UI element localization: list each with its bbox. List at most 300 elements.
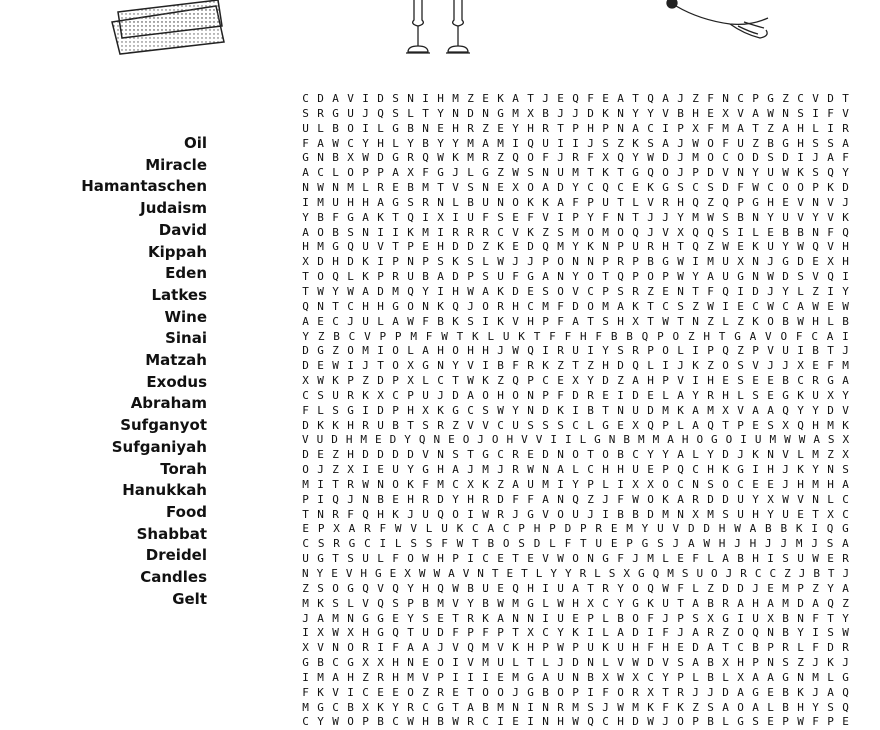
grid-cell[interactable]: U (572, 344, 579, 358)
grid-cell[interactable]: N (512, 611, 519, 625)
grid-cell[interactable]: F (795, 329, 803, 343)
grid-cell[interactable]: R (542, 121, 549, 135)
grid-cell[interactable]: V (347, 92, 354, 105)
grid-cell[interactable]: A (767, 670, 774, 684)
grid-cell[interactable]: U (392, 463, 399, 477)
grid-cell[interactable]: C (722, 151, 729, 165)
grid-cell[interactable]: W (662, 581, 669, 595)
grid-cell[interactable]: K (362, 255, 369, 269)
grid-cell[interactable]: U (497, 270, 504, 284)
grid-cell[interactable]: M (410, 329, 417, 343)
grid-cell[interactable]: E (527, 284, 534, 298)
grid-cell[interactable]: N (587, 552, 594, 566)
grid-cell[interactable]: T (332, 552, 339, 566)
grid-cell[interactable]: Y (572, 477, 579, 491)
grid-cell[interactable]: J (707, 685, 714, 699)
grid-cell[interactable]: Z (467, 92, 474, 105)
grid-cell[interactable]: X (602, 670, 609, 684)
grid-cell[interactable]: B (737, 552, 744, 566)
grid-cell[interactable]: D (722, 448, 729, 462)
grid-cell[interactable]: L (347, 596, 354, 610)
grid-cell[interactable]: G (482, 448, 489, 462)
grid-cell[interactable]: E (302, 522, 310, 536)
grid-cell[interactable]: A (317, 136, 324, 150)
grid-cell[interactable]: U (632, 463, 639, 477)
grid-cell[interactable]: M (542, 299, 549, 313)
grid-cell[interactable]: I (377, 641, 384, 655)
grid-cell[interactable]: U (482, 581, 489, 595)
grid-cell[interactable]: R (377, 181, 384, 195)
grid-cell[interactable]: T (602, 270, 609, 284)
grid-cell[interactable]: L (692, 670, 699, 684)
grid-cell[interactable]: G (602, 552, 609, 566)
grid-cell[interactable]: P (467, 626, 474, 640)
grid-cell[interactable]: V (812, 92, 819, 105)
grid-cell[interactable]: C (782, 299, 789, 313)
grid-cell[interactable]: L (752, 225, 759, 239)
grid-cell[interactable]: Z (482, 240, 489, 254)
grid-cell[interactable]: N (572, 670, 579, 684)
grid-cell[interactable]: A (797, 299, 804, 313)
grid-cell[interactable]: V (827, 195, 834, 209)
grid-cell[interactable]: J (497, 344, 504, 358)
grid-cell[interactable]: H (506, 433, 514, 447)
grid-cell[interactable]: Z (784, 567, 791, 580)
grid-cell[interactable]: Q (332, 270, 339, 284)
grid-cell[interactable]: V (497, 641, 504, 655)
grid-cell[interactable]: L (797, 448, 804, 462)
grid-cell[interactable]: C (302, 715, 309, 729)
grid-cell[interactable]: U (617, 641, 624, 655)
grid-cell[interactable]: U (422, 388, 429, 402)
grid-cell[interactable]: I (557, 210, 564, 224)
grid-cell[interactable]: K (842, 210, 849, 224)
grid-cell[interactable]: V (647, 195, 654, 209)
grid-cell[interactable]: M (782, 581, 789, 595)
grid-cell[interactable]: D (317, 255, 324, 269)
grid-cell[interactable]: E (602, 388, 609, 402)
grid-cell[interactable]: R (467, 715, 474, 729)
grid-cell[interactable]: J (557, 656, 564, 670)
grid-cell[interactable]: E (482, 92, 489, 105)
grid-cell[interactable]: B (782, 314, 789, 328)
grid-cell[interactable]: X (347, 463, 354, 477)
grid-cell[interactable]: Y (332, 284, 339, 298)
grid-cell[interactable]: X (647, 685, 654, 699)
grid-cell[interactable]: R (662, 195, 669, 209)
grid-cell[interactable]: W (842, 626, 849, 640)
grid-cell[interactable]: A (452, 463, 459, 477)
grid-cell[interactable]: G (782, 670, 789, 684)
grid-cell[interactable]: S (602, 314, 609, 328)
grid-cell[interactable]: A (487, 522, 495, 536)
grid-cell[interactable]: H (345, 433, 353, 447)
grid-cell[interactable]: M (722, 121, 729, 135)
grid-cell[interactable]: K (602, 641, 609, 655)
grid-cell[interactable]: T (827, 567, 835, 580)
grid-cell[interactable]: B (842, 314, 849, 328)
grid-cell[interactable]: I (437, 284, 444, 298)
grid-cell[interactable]: A (422, 641, 429, 655)
grid-cell[interactable]: L (722, 314, 729, 328)
grid-cell[interactable]: F (647, 641, 654, 655)
grid-cell[interactable]: L (602, 477, 609, 491)
grid-cell[interactable]: P (392, 255, 399, 269)
grid-cell[interactable]: A (827, 685, 834, 699)
grid-cell[interactable]: E (632, 181, 639, 195)
grid-cell[interactable]: O (722, 477, 729, 491)
grid-cell[interactable]: N (812, 492, 819, 506)
grid-cell[interactable]: C (797, 92, 804, 105)
grid-cell[interactable]: E (392, 611, 399, 625)
grid-cell[interactable]: G (734, 329, 741, 343)
grid-cell[interactable]: L (827, 670, 834, 684)
grid-cell[interactable]: V (467, 418, 474, 432)
grid-cell[interactable]: O (332, 581, 339, 595)
grid-cell[interactable]: G (347, 656, 354, 670)
grid-cell[interactable]: O (780, 329, 788, 343)
grid-cell[interactable]: W (467, 374, 474, 388)
grid-cell[interactable]: W (707, 210, 714, 224)
grid-cell[interactable]: D (632, 715, 639, 729)
grid-cell[interactable]: X (407, 374, 414, 388)
grid-cell[interactable]: A (362, 284, 369, 298)
grid-cell[interactable]: X (632, 670, 639, 684)
grid-cell[interactable]: G (662, 255, 669, 269)
grid-cell[interactable]: S (737, 359, 744, 373)
grid-cell[interactable]: C (347, 299, 354, 313)
grid-cell[interactable]: H (718, 522, 726, 536)
grid-cell[interactable]: L (662, 388, 669, 402)
grid-cell[interactable]: A (737, 121, 744, 135)
grid-cell[interactable]: Z (752, 136, 759, 150)
grid-cell[interactable]: G (362, 611, 369, 625)
grid-cell[interactable]: K (662, 492, 669, 506)
grid-cell[interactable]: K (407, 225, 414, 239)
grid-cell[interactable]: N (617, 403, 624, 417)
grid-cell[interactable]: Q (647, 166, 654, 180)
grid-cell[interactable]: B (797, 225, 804, 239)
grid-cell[interactable]: Q (722, 284, 729, 298)
grid-cell[interactable]: T (632, 92, 639, 105)
grid-cell[interactable]: O (407, 552, 414, 566)
grid-cell[interactable]: C (482, 715, 489, 729)
grid-cell[interactable]: E (827, 299, 834, 313)
grid-cell[interactable]: T (722, 641, 729, 655)
grid-cell[interactable]: M (632, 700, 639, 714)
grid-cell[interactable]: Y (842, 284, 849, 298)
grid-cell[interactable]: Q (652, 567, 660, 580)
grid-cell[interactable]: W (433, 567, 441, 580)
grid-cell[interactable]: K (362, 270, 369, 284)
grid-cell[interactable]: A (497, 611, 504, 625)
grid-cell[interactable]: B (332, 225, 339, 239)
grid-cell[interactable]: Q (641, 329, 649, 343)
grid-cell[interactable]: C (497, 418, 504, 432)
grid-cell[interactable]: R (362, 641, 369, 655)
grid-cell[interactable]: Z (362, 670, 369, 684)
grid-cell[interactable]: U (657, 522, 664, 536)
grid-cell[interactable]: Q (647, 418, 654, 432)
grid-cell[interactable]: L (797, 641, 804, 655)
grid-cell[interactable]: F (595, 329, 603, 343)
grid-cell[interactable]: E (752, 374, 759, 388)
grid-cell[interactable]: R (572, 151, 579, 165)
grid-cell[interactable]: N (767, 448, 774, 462)
grid-cell[interactable]: H (527, 314, 534, 328)
grid-cell[interactable]: B (623, 433, 631, 447)
grid-cell[interactable]: W (497, 403, 504, 417)
grid-cell[interactable]: R (437, 685, 444, 699)
grid-cell[interactable]: N (362, 492, 369, 506)
grid-cell[interactable]: W (812, 552, 819, 566)
grid-cell[interactable]: W (452, 715, 459, 729)
grid-cell[interactable]: R (482, 151, 489, 165)
grid-cell[interactable]: Y (362, 136, 369, 150)
grid-cell[interactable]: D (782, 270, 789, 284)
grid-cell[interactable]: L (827, 492, 834, 506)
grid-cell[interactable]: G (452, 403, 459, 417)
grid-cell[interactable]: F (602, 685, 609, 699)
grid-cell[interactable]: X (362, 700, 369, 714)
grid-cell[interactable]: W (512, 166, 519, 180)
grid-cell[interactable]: U (422, 507, 429, 521)
grid-cell[interactable]: M (422, 181, 429, 195)
grid-cell[interactable]: G (392, 121, 399, 135)
grid-cell[interactable]: J (662, 611, 669, 625)
grid-cell[interactable]: J (362, 359, 369, 373)
grid-cell[interactable]: H (812, 314, 819, 328)
grid-cell[interactable]: P (617, 240, 624, 254)
grid-cell[interactable]: P (377, 166, 384, 180)
grid-cell[interactable]: N (317, 151, 324, 165)
grid-cell[interactable]: W (767, 270, 774, 284)
grid-cell[interactable]: J (782, 463, 789, 477)
grid-cell[interactable]: Q (827, 270, 834, 284)
grid-cell[interactable]: H (452, 121, 459, 135)
grid-cell[interactable]: N (527, 403, 534, 417)
grid-cell[interactable]: T (812, 507, 819, 521)
grid-cell[interactable]: P (662, 463, 669, 477)
grid-cell[interactable]: I (527, 715, 534, 729)
grid-cell[interactable]: Y (422, 284, 429, 298)
grid-cell[interactable]: X (767, 492, 774, 506)
grid-cell[interactable]: A (812, 596, 819, 610)
grid-cell[interactable]: Z (707, 240, 714, 254)
grid-cell[interactable]: J (812, 151, 819, 165)
grid-cell[interactable]: N (617, 106, 624, 120)
grid-cell[interactable]: U (332, 388, 339, 402)
grid-cell[interactable]: E (842, 715, 849, 729)
grid-cell[interactable]: Q (437, 581, 444, 595)
grid-cell[interactable]: A (617, 299, 624, 313)
grid-cell[interactable]: J (780, 537, 788, 551)
grid-cell[interactable]: R (632, 685, 639, 699)
grid-cell[interactable]: Y (647, 106, 654, 120)
grid-cell[interactable]: M (707, 403, 714, 417)
grid-cell[interactable]: T (302, 270, 309, 284)
grid-cell[interactable]: G (317, 700, 324, 714)
grid-cell[interactable]: J (302, 611, 309, 625)
grid-cell[interactable]: G (782, 136, 789, 150)
grid-cell[interactable]: H (377, 507, 384, 521)
grid-cell[interactable]: D (692, 641, 699, 655)
grid-cell[interactable]: J (842, 344, 849, 358)
grid-cell[interactable]: J (767, 359, 774, 373)
grid-cell[interactable]: Y (617, 596, 624, 610)
grid-cell[interactable]: O (317, 225, 324, 239)
grid-cell[interactable]: E (647, 388, 654, 402)
grid-cell[interactable]: S (302, 106, 309, 120)
grid-cell[interactable]: V (722, 166, 729, 180)
grid-cell[interactable]: Z (827, 448, 834, 462)
grid-cell[interactable]: M (572, 700, 579, 714)
grid-cell[interactable]: H (452, 284, 459, 298)
grid-cell[interactable]: V (672, 522, 680, 536)
grid-cell[interactable]: Q (692, 195, 699, 209)
grid-cell[interactable]: F (707, 121, 714, 135)
grid-cell[interactable]: P (632, 270, 639, 284)
grid-cell[interactable]: V (677, 374, 684, 388)
grid-cell[interactable]: B (782, 700, 789, 714)
grid-cell[interactable]: F (302, 136, 309, 150)
grid-cell[interactable]: F (662, 700, 669, 714)
grid-cell[interactable]: S (812, 136, 819, 150)
grid-cell[interactable]: H (692, 106, 699, 120)
grid-cell[interactable]: G (767, 92, 774, 105)
grid-cell[interactable]: J (842, 656, 849, 670)
grid-cell[interactable]: X (722, 656, 729, 670)
grid-cell[interactable]: I (422, 210, 429, 224)
grid-cell[interactable]: M (662, 507, 669, 521)
grid-cell[interactable]: Z (722, 626, 729, 640)
grid-cell[interactable]: M (497, 136, 504, 150)
grid-cell[interactable]: Z (482, 121, 489, 135)
grid-cell[interactable]: R (333, 537, 340, 551)
grid-cell[interactable]: N (422, 299, 429, 313)
grid-cell[interactable]: L (812, 121, 819, 135)
grid-cell[interactable]: W (452, 581, 459, 595)
grid-cell[interactable]: A (437, 270, 444, 284)
grid-cell[interactable]: F (564, 537, 572, 551)
grid-cell[interactable]: N (437, 448, 444, 462)
grid-cell[interactable]: P (677, 611, 684, 625)
grid-cell[interactable]: I (737, 284, 744, 298)
grid-cell[interactable]: P (542, 314, 549, 328)
grid-cell[interactable]: Z (797, 656, 804, 670)
grid-cell[interactable]: S (482, 270, 489, 284)
grid-cell[interactable]: O (557, 284, 564, 298)
grid-cell[interactable]: U (737, 507, 744, 521)
grid-cell[interactable]: Q (572, 92, 579, 105)
grid-cell[interactable]: R (602, 581, 609, 595)
grid-cell[interactable]: R (632, 344, 639, 358)
grid-cell[interactable]: C (617, 181, 624, 195)
grid-cell[interactable]: C (587, 181, 594, 195)
grid-cell[interactable]: D (617, 359, 624, 373)
grid-cell[interactable]: V (797, 210, 804, 224)
grid-cell[interactable]: M (542, 477, 549, 491)
grid-cell[interactable]: V (662, 656, 669, 670)
grid-cell[interactable]: P (518, 522, 525, 536)
grid-cell[interactable]: V (521, 433, 528, 447)
grid-cell[interactable]: A (749, 329, 757, 343)
grid-cell[interactable]: S (422, 611, 429, 625)
grid-cell[interactable]: I (617, 477, 624, 491)
grid-cell[interactable]: N (677, 507, 684, 521)
grid-cell[interactable]: Y (550, 567, 557, 580)
grid-cell[interactable]: K (497, 240, 504, 254)
grid-cell[interactable]: C (737, 92, 744, 105)
grid-cell[interactable]: A (692, 418, 699, 432)
grid-cell[interactable]: P (707, 344, 714, 358)
grid-cell[interactable]: A (692, 596, 699, 610)
grid-cell[interactable]: Z (497, 374, 504, 388)
grid-cell[interactable]: M (602, 225, 609, 239)
grid-cell[interactable]: X (827, 255, 834, 269)
grid-cell[interactable]: J (672, 537, 680, 551)
grid-cell[interactable]: Q (692, 240, 699, 254)
grid-cell[interactable]: V (782, 448, 789, 462)
grid-cell[interactable]: Z (497, 166, 504, 180)
grid-cell[interactable]: Z (452, 418, 459, 432)
grid-cell[interactable]: N (692, 314, 699, 328)
grid-cell[interactable]: N (302, 181, 309, 195)
grid-cell[interactable]: I (692, 255, 699, 269)
grid-cell[interactable]: U (482, 195, 489, 209)
grid-cell[interactable]: A (482, 284, 489, 298)
grid-cell[interactable]: S (587, 700, 594, 714)
grid-cell[interactable]: H (812, 418, 819, 432)
grid-cell[interactable]: Y (797, 626, 804, 640)
grid-cell[interactable]: T (456, 329, 464, 343)
grid-cell[interactable]: A (692, 626, 699, 640)
grid-cell[interactable]: R (842, 552, 849, 566)
grid-cell[interactable]: B (780, 522, 788, 536)
grid-cell[interactable]: H (437, 92, 444, 105)
grid-cell[interactable]: O (557, 507, 564, 521)
grid-cell[interactable]: Y (632, 151, 639, 165)
grid-cell[interactable]: L (332, 166, 339, 180)
grid-cell[interactable]: R (557, 344, 564, 358)
grid-cell[interactable]: W (557, 596, 564, 610)
grid-cell[interactable]: U (332, 195, 339, 209)
grid-cell[interactable]: K (632, 299, 639, 313)
grid-cell[interactable]: D (467, 240, 474, 254)
grid-cell[interactable]: O (662, 477, 669, 491)
grid-cell[interactable]: R (467, 225, 474, 239)
grid-cell[interactable]: I (527, 700, 534, 714)
grid-cell[interactable]: S (557, 418, 564, 432)
grid-cell[interactable]: P (692, 166, 699, 180)
grid-cell[interactable]: O (317, 270, 324, 284)
grid-cell[interactable]: F (617, 492, 624, 506)
grid-cell[interactable]: M (572, 166, 579, 180)
grid-cell[interactable]: E (512, 210, 519, 224)
grid-cell[interactable]: B (782, 685, 789, 699)
grid-cell[interactable]: I (482, 670, 489, 684)
grid-cell[interactable]: H (527, 641, 534, 655)
grid-cell[interactable]: K (452, 314, 459, 328)
grid-cell[interactable]: Y (812, 463, 819, 477)
grid-cell[interactable]: B (632, 507, 639, 521)
grid-cell[interactable]: J (602, 700, 609, 714)
grid-cell[interactable]: L (677, 344, 684, 358)
grid-cell[interactable]: O (707, 136, 714, 150)
grid-cell[interactable]: J (407, 507, 414, 521)
grid-cell[interactable]: M (407, 670, 414, 684)
grid-cell[interactable]: W (456, 537, 464, 551)
